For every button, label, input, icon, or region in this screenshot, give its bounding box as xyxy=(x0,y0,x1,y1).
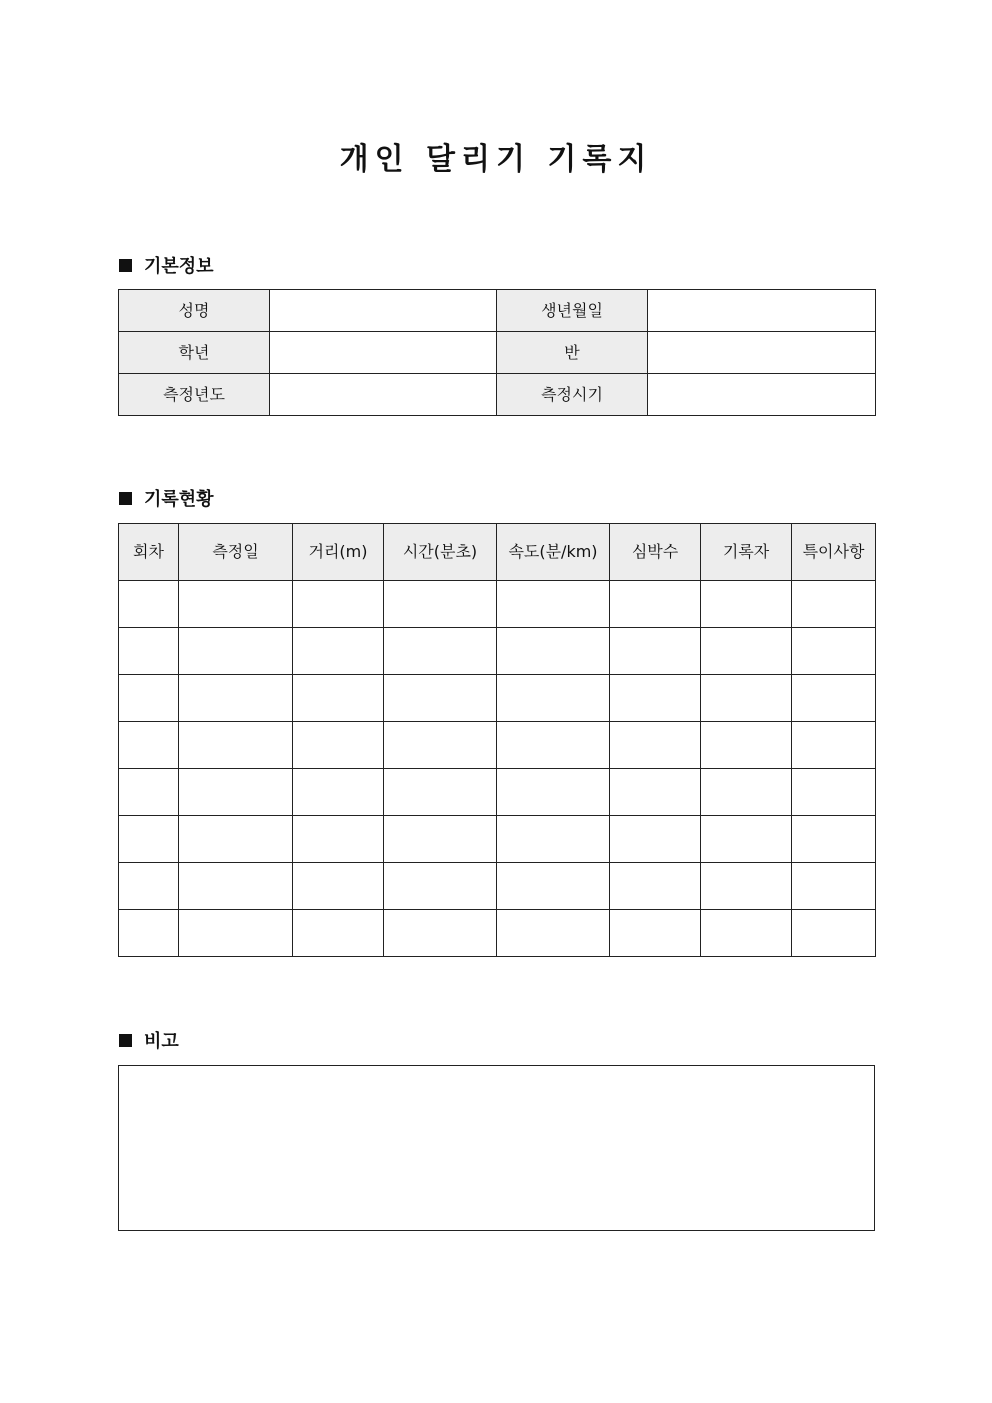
table-row xyxy=(119,581,876,628)
cell-date[interactable] xyxy=(179,675,293,722)
cell-pace[interactable] xyxy=(497,581,610,628)
cell-time[interactable] xyxy=(384,675,497,722)
cell-recorder[interactable] xyxy=(701,722,792,769)
label-measure-period: 측정시기 xyxy=(497,374,648,416)
cell-pace[interactable] xyxy=(497,722,610,769)
column-header-date: 측정일 xyxy=(179,524,293,581)
cell-round[interactable] xyxy=(119,675,179,722)
label-class: 반 xyxy=(497,332,648,374)
cell-time[interactable] xyxy=(384,863,497,910)
section-heading-label: 비고 xyxy=(144,1031,179,1052)
cell-date[interactable] xyxy=(179,628,293,675)
cell-round[interactable] xyxy=(119,722,179,769)
cell-heart-rate[interactable] xyxy=(610,722,701,769)
cell-time[interactable] xyxy=(384,769,497,816)
column-header-round: 회차 xyxy=(119,524,179,581)
column-header-heart-rate: 심박수 xyxy=(610,524,701,581)
cell-round[interactable] xyxy=(119,769,179,816)
label-grade: 학년 xyxy=(119,332,270,374)
table-row xyxy=(119,722,876,769)
column-header-notes: 특이사항 xyxy=(792,524,876,581)
cell-heart-rate[interactable] xyxy=(610,816,701,863)
cell-recorder[interactable] xyxy=(701,863,792,910)
column-header-pace: 속도(분/km) xyxy=(497,524,610,581)
cell-time[interactable] xyxy=(384,722,497,769)
cell-heart-rate[interactable] xyxy=(610,863,701,910)
square-bullet-icon xyxy=(119,1034,132,1047)
square-bullet-icon xyxy=(119,492,132,505)
cell-heart-rate[interactable] xyxy=(610,769,701,816)
cell-pace[interactable] xyxy=(497,816,610,863)
cell-notes[interactable] xyxy=(792,581,876,628)
cell-heart-rate[interactable] xyxy=(610,628,701,675)
cell-distance[interactable] xyxy=(293,816,384,863)
cell-notes[interactable] xyxy=(792,910,876,957)
cell-time[interactable] xyxy=(384,581,497,628)
cell-distance[interactable] xyxy=(293,581,384,628)
cell-notes[interactable] xyxy=(792,628,876,675)
section-heading-label: 기본정보 xyxy=(144,256,214,277)
cell-date[interactable] xyxy=(179,910,293,957)
column-header-distance: 거리(m) xyxy=(293,524,384,581)
table-row xyxy=(119,769,876,816)
section-heading-basic-info xyxy=(119,253,214,277)
table-row xyxy=(119,675,876,722)
label-measure-year: 측정년도 xyxy=(119,374,270,416)
cell-time[interactable] xyxy=(384,910,497,957)
cell-recorder[interactable] xyxy=(701,816,792,863)
section-heading-remarks xyxy=(119,1028,179,1052)
cell-notes[interactable] xyxy=(792,722,876,769)
column-header-time: 시간(분초) xyxy=(384,524,497,581)
cell-heart-rate[interactable] xyxy=(610,675,701,722)
cell-heart-rate[interactable] xyxy=(610,910,701,957)
cell-distance[interactable] xyxy=(293,910,384,957)
table-row xyxy=(119,332,876,374)
table-row xyxy=(119,863,876,910)
cell-distance[interactable] xyxy=(293,675,384,722)
birthdate-field[interactable] xyxy=(648,290,876,332)
cell-distance[interactable] xyxy=(293,769,384,816)
cell-notes[interactable] xyxy=(792,816,876,863)
cell-round[interactable] xyxy=(119,863,179,910)
cell-pace[interactable] xyxy=(497,628,610,675)
cell-round[interactable] xyxy=(119,628,179,675)
cell-round[interactable] xyxy=(119,816,179,863)
cell-round[interactable] xyxy=(119,581,179,628)
cell-recorder[interactable] xyxy=(701,675,792,722)
table-row xyxy=(119,816,876,863)
cell-recorder[interactable] xyxy=(701,581,792,628)
records-table xyxy=(118,523,876,957)
section-heading-records xyxy=(119,486,214,510)
table-row xyxy=(119,628,876,675)
table-row xyxy=(119,910,876,957)
measure-period-field[interactable] xyxy=(648,374,876,416)
cell-time[interactable] xyxy=(384,816,497,863)
cell-pace[interactable] xyxy=(497,675,610,722)
remarks-box[interactable] xyxy=(118,1065,875,1231)
cell-time[interactable] xyxy=(384,628,497,675)
cell-distance[interactable] xyxy=(293,722,384,769)
cell-date[interactable] xyxy=(179,816,293,863)
cell-recorder[interactable] xyxy=(701,628,792,675)
label-birthdate: 생년월일 xyxy=(497,290,648,332)
cell-date[interactable] xyxy=(179,581,293,628)
cell-distance[interactable] xyxy=(293,863,384,910)
grade-field[interactable] xyxy=(270,332,497,374)
cell-pace[interactable] xyxy=(497,863,610,910)
square-bullet-icon xyxy=(119,259,132,272)
label-name: 성명 xyxy=(119,290,270,332)
class-field[interactable] xyxy=(648,332,876,374)
section-heading-label: 기록현황 xyxy=(144,489,214,510)
cell-heart-rate[interactable] xyxy=(610,581,701,628)
cell-pace[interactable] xyxy=(497,769,610,816)
table-header-row xyxy=(119,524,876,581)
column-header-recorder: 기록자 xyxy=(701,524,792,581)
cell-recorder[interactable] xyxy=(701,769,792,816)
cell-pace[interactable] xyxy=(497,910,610,957)
cell-recorder[interactable] xyxy=(701,910,792,957)
cell-notes[interactable] xyxy=(792,863,876,910)
cell-date[interactable] xyxy=(179,863,293,910)
measure-year-field[interactable] xyxy=(270,374,497,416)
table-row xyxy=(119,290,876,332)
cell-date[interactable] xyxy=(179,769,293,816)
table-row xyxy=(119,374,876,416)
cell-notes[interactable] xyxy=(792,675,876,722)
cell-distance[interactable] xyxy=(293,628,384,675)
cell-date[interactable] xyxy=(179,722,293,769)
basic-info-table xyxy=(118,289,876,416)
name-field[interactable] xyxy=(270,290,497,332)
page-title: 개인 달리기 기록지 xyxy=(339,142,653,177)
cell-round[interactable] xyxy=(119,910,179,957)
cell-notes[interactable] xyxy=(792,769,876,816)
